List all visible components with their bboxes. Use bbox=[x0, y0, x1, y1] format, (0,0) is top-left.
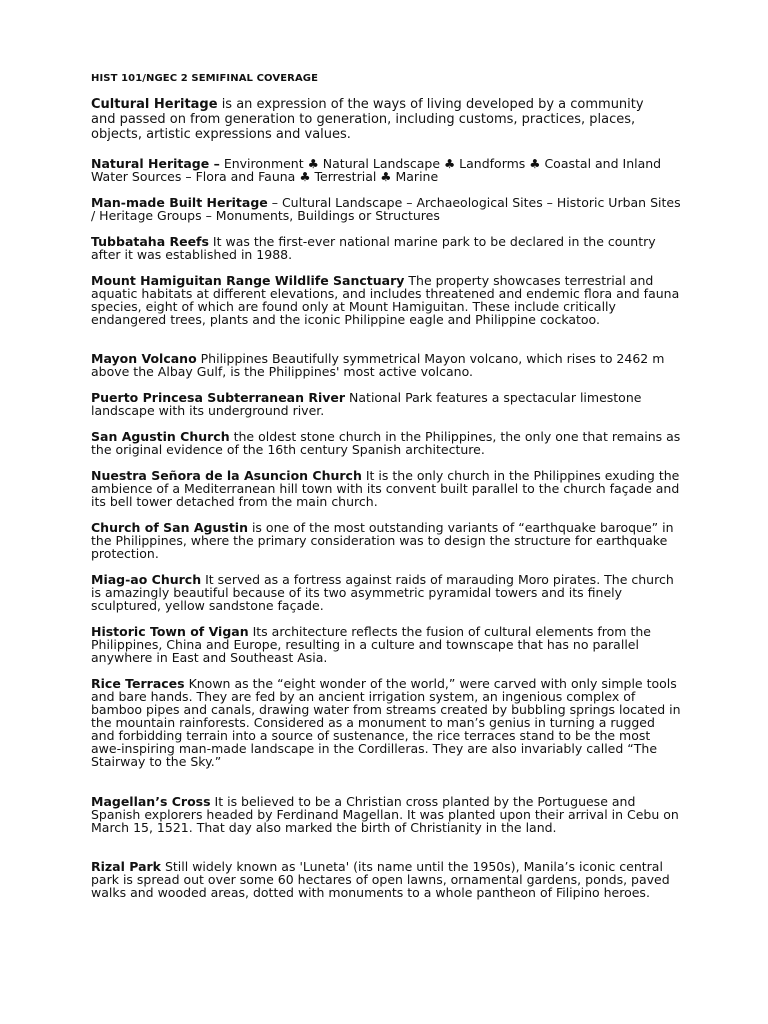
entry-magellans-cross bbox=[91, 795, 681, 834]
entry-nuestra-senora bbox=[91, 469, 681, 508]
entry-text: is one of the most outstanding variants of “earthquake baroque” in the Philippines, where the primary consideration was to design the structure for earthquake protection. bbox=[91, 520, 674, 561]
entry-term: Puerto Princesa Subterranean River bbox=[91, 390, 346, 405]
entry-term: Tubbataha Reefs bbox=[91, 234, 209, 249]
entry-church-of-san-agustin bbox=[91, 521, 681, 560]
entry-natural-heritage bbox=[91, 157, 681, 183]
entry-text: Known as the “eight wonder of the world,” were carved with only simple tools and bare hands. They are fed by an ancient irrigation system, an ingenious complex of bamboo pipes and canals, drawing water from streams created by bubbling springs located in the mountain rainforests. Considered as a monument to man’s genius in turning a rugged and forbidding terrain into a source of sustenance, the rice terraces stand to be the most awe-inspiring man-made landscape in the Cordilleras. They are also invariably called “The Stairway to the Sky.” bbox=[91, 676, 681, 769]
entry-term: Historic Town of Vigan bbox=[91, 624, 249, 639]
entry-term: Man-made Built Heritage bbox=[91, 195, 268, 210]
entry-term: Rizal Park bbox=[91, 859, 161, 874]
entry-text: Its architecture reflects the fusion of cultural elements from the Philippines, China and Europe, resulting in a culture and townscape that has no parallel anywhere in East and Southeast Asia. bbox=[91, 624, 651, 665]
entry-text: Environment ♣ Natural Landscape ♣ Landforms ♣ Coastal and Inland Water Sources – Flora and Fauna ♣ Terrestrial ♣ Marine bbox=[91, 156, 662, 184]
intro-term: Cultural Heritage bbox=[91, 97, 218, 112]
entry-term: Rice Terraces bbox=[91, 676, 185, 691]
entry-text: Philippines Beautifully symmetrical Mayon volcano, which rises to 2462 m above the Albay Gulf, is the Philippines' most active volcano. bbox=[91, 351, 665, 379]
entry-term: Natural Heritage – bbox=[91, 156, 220, 171]
entry-puerto-princesa bbox=[91, 391, 681, 417]
entry-text: the oldest stone church in the Philippines, the only one that remains as the original evidence of the 16th century Spanish architecture. bbox=[91, 429, 681, 457]
entry-miag-ao-church bbox=[91, 573, 681, 612]
entry-historic-town-of-vigan bbox=[91, 625, 681, 664]
entry-text: Still widely known as 'Luneta' (its name until the 1950s), Manila’s iconic central park is spread out over some 60 hectares of open lawns, ornamental gardens, ponds, paved walks and wooded areas, dotted with monuments to a whole pantheon of Filipino heroes. bbox=[91, 859, 670, 900]
entry-mayon-volcano bbox=[91, 352, 681, 378]
entry-rice-terraces bbox=[91, 677, 681, 768]
entry-term: Mount Hamiguitan Range Wildlife Sanctuary bbox=[91, 273, 405, 288]
entry-tubbataha-reefs bbox=[91, 235, 681, 261]
entry-term: Magellan’s Cross bbox=[91, 794, 211, 809]
intro-text: is an expression of the ways of living developed by a community and passed on from generation to generation, including customs, practices, places, objects, artistic expressions and values. bbox=[91, 97, 644, 142]
entry-rizal-park bbox=[91, 860, 681, 899]
intro-paragraph bbox=[91, 97, 671, 142]
entry-san-agustin-church bbox=[91, 430, 681, 456]
entry-text: It is believed to be a Christian cross planted by the Portuguese and Spanish explorers headed by Ferdinand Magellan. It was planted upon their arrival in Cebu on March 15, 1521. That day also marked the birth of Christianity in the land. bbox=[91, 794, 679, 835]
entry-text: The property showcases terrestrial and aquatic habitats at different elevations, and includes threatened and endemic flora and fauna species, eight of which are found only at Mount Hamiguitan. These include critically endangered trees, plants and the iconic Philippine eagle and Philippine cockatoo. bbox=[91, 273, 680, 327]
entry-mount-hamiguitan bbox=[91, 274, 681, 326]
entry-text: It is the only church in the Philippines exuding the ambience of a Mediterranean hill town with its convent built parallel to the church façade and its bell tower detached from the main church. bbox=[91, 468, 680, 509]
entry-text: It served as a fortress against raids of marauding Moro pirates. The church is amazingly beautiful because of its two asymmetric pyramidal towers and its finely sculptured, yellow sandstone façade. bbox=[91, 572, 674, 613]
entry-text: National Park features a spectacular limestone landscape with its underground river. bbox=[91, 390, 642, 418]
document-heading: HIST 101/NGEC 2 SEMIFINAL COVERAGE bbox=[91, 73, 319, 84]
entry-term: Mayon Volcano bbox=[91, 351, 197, 366]
entry-term: Nuestra Señora de la Asuncion Church bbox=[91, 468, 362, 483]
entry-text: It was the first-ever national marine park to be declared in the country after it was established in 1988. bbox=[91, 234, 656, 262]
entry-man-made-heritage bbox=[91, 196, 681, 222]
entry-text: – Cultural Landscape – Archaeological Sites – Historic Urban Sites / Heritage Groups – Monuments, Buildings or Structures bbox=[91, 195, 681, 223]
entry-term: Church of San Agustin bbox=[91, 520, 248, 535]
entry-term: San Agustin Church bbox=[91, 429, 230, 444]
entry-term: Miag-ao Church bbox=[91, 572, 202, 587]
